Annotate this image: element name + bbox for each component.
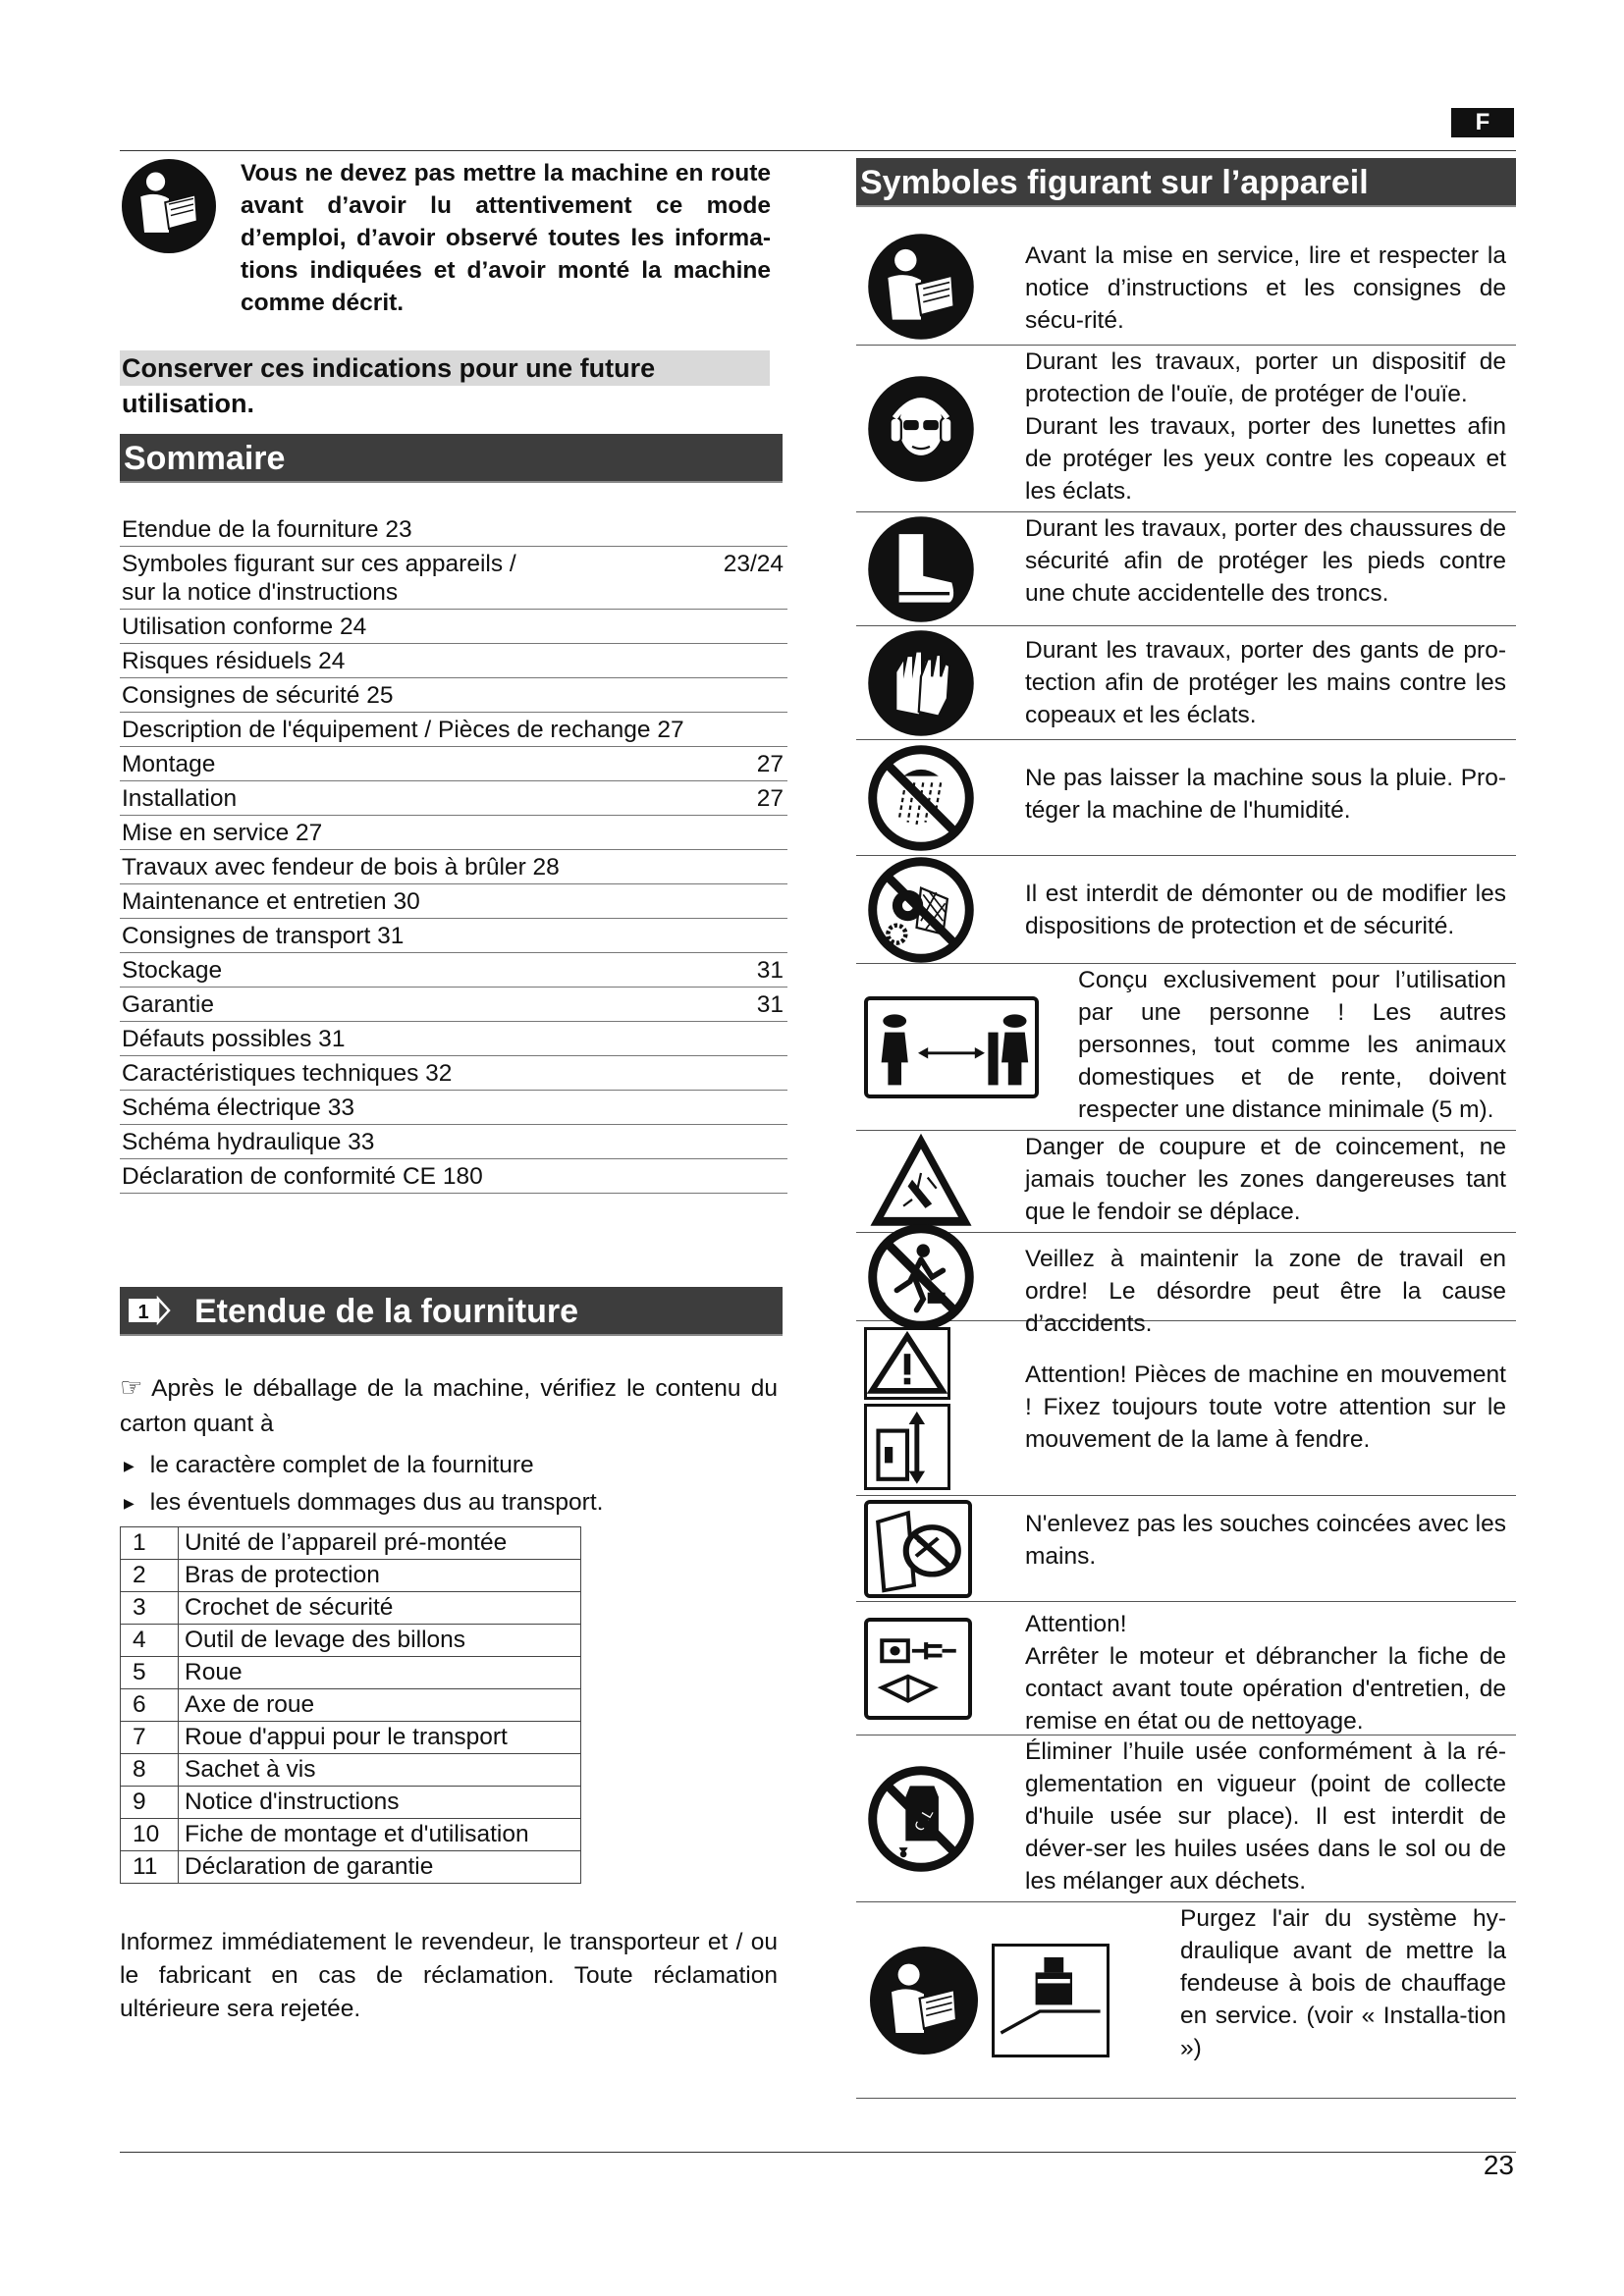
no-hand-removal-icon: [864, 1500, 972, 1598]
symbol-row: [856, 1131, 1516, 1233]
warning-triangle-icon: [864, 1327, 950, 1400]
toc-row: [120, 953, 787, 988]
table-row: [121, 1689, 581, 1722]
section-number: 1: [137, 1302, 149, 1323]
hydraulic-tank-icon: [992, 1944, 1110, 2057]
item-label: Roue d'appui pour le transport: [179, 1722, 581, 1754]
ear-eye-protection-icon: [866, 374, 976, 484]
section-number-badge: [128, 1296, 171, 1325]
symbol-description: Ne pas laisser la machine sous la pluie. Pro-téger la machine de l'humidité.: [1025, 765, 1506, 824]
symbol-description: Veillez à maintenir la zone de travail en ordre! Le désordre peut être la cause d’accidents.: [1025, 1246, 1506, 1337]
list-item: ▶ les éventuels dommages dus au transport.: [120, 1485, 778, 1522]
supply-items-table: [120, 1526, 581, 1884]
toc-row: [120, 644, 787, 678]
symbol-row: [856, 856, 1516, 964]
item-number: 6: [121, 1689, 179, 1722]
toc-label: Schéma électrique 33: [122, 1095, 354, 1121]
table-row: [121, 1787, 581, 1819]
item-number: 10: [121, 1819, 179, 1851]
table-of-contents: [120, 512, 787, 1194]
symbol-row: [856, 346, 1516, 512]
etendue-heading: [120, 1287, 783, 1336]
toc-row: [120, 512, 787, 547]
symbol-icon-cell: [856, 1496, 972, 1601]
no-rain-icon: [866, 743, 976, 853]
toc-label: Utilisation conforme 24: [122, 614, 367, 640]
toc-label: Stockage: [122, 957, 223, 984]
toc-row: [120, 547, 787, 610]
table-row: [121, 1560, 581, 1592]
intro-warning-text: Vous ne devez pas mettre la machine en route avant d’avoir lu attentivement ce mode d’emploi, d’avoir observé toutes les informa-tions indiquées et d’avoir monté la machine comme décrit.: [241, 160, 771, 316]
toc-label: Mise en service 27: [122, 820, 323, 846]
symbol-row: [856, 1321, 1516, 1496]
toc-label: Garantie: [122, 991, 214, 1018]
toc-label: Déclaration de conformité CE 180: [122, 1163, 483, 1190]
toc-row: [120, 884, 787, 919]
item-label: Notice d'instructions: [179, 1787, 581, 1819]
symbol-row: [856, 964, 1516, 1131]
symbol-description: N'enlevez pas les souches coincées avec les mains.: [1025, 1511, 1506, 1570]
symbol-description: Attention! Pièces de machine en mouvement ! Fixez toujours toute votre attention sur le mouvement de la lame à fendre.: [1025, 1362, 1506, 1453]
toc-row: [120, 713, 787, 747]
symbol-description: Il est interdit de démonter ou de modifier les dispositions de protection et de sécurité.: [1025, 881, 1506, 939]
item-number: 3: [121, 1592, 179, 1625]
toc-label: Etendue de la fourniture 23: [122, 516, 412, 543]
item-label: Sachet à vis: [179, 1754, 581, 1787]
symbols-table: [856, 228, 1516, 2099]
one-person-operation-icon: [864, 996, 1039, 1098]
toc-label: Consignes de transport 31: [122, 923, 405, 949]
symbol-description: Éliminer l’huile usée conformément à la ré-glementation en vigueur (point de collecte d'huile usée sur place). Il est interdit de déver-ser les huiles usées dans le sol ou de les mélanger aux déchets.: [1025, 1738, 1506, 1895]
pointing-hand-icon: ☞: [120, 1372, 143, 1402]
table-row: [121, 1754, 581, 1787]
symbol-description: Durant les travaux, porter des gants de pro-tection afin de protéger les mains contre les copeaux et les éclats.: [1025, 637, 1506, 728]
symbol-description: Durant les travaux, porter un dispositif de protection de l'ouïe, de protéger de l'ouïe. Durant les travaux, porter des lunettes afin de protéger les yeux contre les copeaux et les éclats.: [1025, 348, 1506, 505]
symbol-row: [856, 1602, 1516, 1735]
table-row: [121, 1851, 581, 1884]
table-row: [121, 1625, 581, 1657]
list-item: ▶ le caractère complet de la fourniture: [120, 1448, 778, 1485]
symbol-description: Durant les travaux, porter des chaussures de sécurité afin de protéger les pieds contre une chute accidentelle des troncs.: [1025, 515, 1506, 607]
symbol-description: Purgez l'air du système hy-draulique avant de mettre la fendeuse à bois de chauffage en service. (voir « Installa-tion »): [1180, 1905, 1506, 2061]
table-row: [121, 1527, 581, 1560]
item-number: 8: [121, 1754, 179, 1787]
symbol-description: Avant la mise en service, lire et respecter la notice d’instructions et les consignes de sécu-rité.: [1025, 242, 1506, 334]
crush-hazard-icon: [866, 1127, 976, 1237]
item-number: 1: [121, 1527, 179, 1560]
symbol-row: [856, 1735, 1516, 1902]
toc-label: Caractéristiques techniques 32: [122, 1060, 453, 1087]
item-number: 9: [121, 1787, 179, 1819]
toc-row: [120, 1159, 787, 1194]
no-oil-dumping-icon: [866, 1764, 976, 1874]
symbol-row: [856, 1902, 1516, 2099]
etendue-title: Etendue de la fourniture: [194, 1293, 579, 1330]
item-label: Crochet de sécurité: [179, 1592, 581, 1625]
toc-label: Défauts possibles 31: [122, 1026, 346, 1052]
symbol-row: [856, 1496, 1516, 1602]
keep-instructions-line: Conserver ces indications pour une future utilisation.: [120, 350, 770, 386]
item-number: 5: [121, 1657, 179, 1689]
keep-tidy-icon: [866, 1222, 976, 1332]
toc-label: Consignes de sécurité 25: [122, 682, 394, 709]
table-row: [121, 1592, 581, 1625]
symbol-description: Attention! Arrêter le moteur et débrancher la fiche de contact avant toute opération d'entretien, de remise en état ou de nettoyage.: [1025, 1611, 1506, 1735]
symbol-icon-cell: [856, 1321, 950, 1495]
toc-page: 27: [756, 751, 784, 777]
symbol-icon-cell: [856, 512, 976, 625]
symbol-icon-cell: [856, 1902, 1110, 2098]
bleed-hydraulic-icon: [870, 1944, 1110, 2057]
symboles-heading: Symboles figurant sur l’appareil: [856, 158, 1516, 207]
table-row: [121, 1657, 581, 1689]
toc-row: [120, 747, 787, 781]
item-label: Fiche de montage et d'utilisation: [179, 1819, 581, 1851]
table-row: [121, 1722, 581, 1754]
item-number: 7: [121, 1722, 179, 1754]
toc-row: [120, 1022, 787, 1056]
symbol-description: Conçu exclusivement pour l’utilisation par une personne ! Les autres personnes, tout comme les animaux domestiques et de rente, doivent respecter une distance minimale (5 m).: [1078, 967, 1506, 1123]
symbol-row: [856, 1233, 1516, 1337]
toc-page: 27: [756, 785, 784, 812]
footer-rule: [120, 2152, 1516, 2153]
read-manual-icon: [866, 232, 976, 342]
symbol-row: [856, 512, 1516, 626]
symbol-icon-cell: [856, 740, 976, 855]
table-row: [121, 1819, 581, 1851]
item-label: Axe de roue: [179, 1689, 581, 1722]
symbol-row: [856, 626, 1516, 740]
symbol-description: Danger de coupure et de coincement, ne jamais toucher les zones dangereuses tant que le fendoir se déplace.: [1025, 1134, 1506, 1225]
toc-label: Montage: [122, 751, 216, 777]
symbol-icon-cell: [856, 1131, 976, 1232]
symbol-icon-cell: [856, 1233, 976, 1320]
toc-row: [120, 1056, 787, 1091]
check-list: [120, 1448, 778, 1522]
item-label: Bras de protection: [179, 1560, 581, 1592]
symbol-row: [856, 228, 1516, 346]
symbol-icon-cell: [856, 346, 976, 511]
read-manual-icon: [870, 1947, 978, 2055]
toc-row: [120, 850, 787, 884]
item-number: 4: [121, 1625, 179, 1657]
sommaire-heading: Sommaire: [120, 434, 783, 483]
item-number: 2: [121, 1560, 179, 1592]
safety-boots-icon: [866, 514, 976, 624]
symbol-icon-cell: [856, 1602, 972, 1735]
unplug-before-maintenance-icon: [864, 1618, 972, 1720]
read-manual-icon: [122, 159, 216, 253]
page-number: 23: [1483, 2150, 1514, 2180]
toc-label: Risques résiduels 24: [122, 648, 346, 674]
toc-row: [120, 678, 787, 713]
toc-page: 23/24: [723, 551, 784, 577]
symbol-icon-cell: [856, 626, 976, 739]
toc-label: Symboles figurant sur ces appareils / sur la notice d'instructions: [122, 551, 516, 606]
symbol-row: [856, 740, 1516, 856]
etendue-intro: [120, 1369, 778, 1442]
item-label: Outil de levage des billons: [179, 1625, 581, 1657]
moving-parts-icon: [864, 1327, 950, 1490]
toc-row: [120, 988, 787, 1022]
symbol-icon-cell: [856, 856, 976, 963]
symbol-icon-cell: [856, 964, 1039, 1130]
header-rule: [120, 150, 1516, 151]
toc-label: Installation: [122, 785, 238, 812]
item-label: Unité de l’appareil pré-montée: [179, 1527, 581, 1560]
toc-row: [120, 1125, 787, 1159]
complaint-notice: Informez immédiatement le revendeur, le transporteur et / ou le fabricant en cas de réclamation. Toute réclamation ultérieure sera rejetée.: [120, 1929, 778, 2022]
toc-page: 31: [756, 957, 784, 984]
toc-label: Schéma hydraulique 33: [122, 1129, 375, 1155]
toc-label: Travaux avec fendeur de bois à brûler 28: [122, 854, 560, 881]
no-dismantle-guard-icon: [866, 855, 976, 965]
language-badge: F: [1451, 108, 1514, 137]
safety-gloves-icon: [866, 628, 976, 738]
toc-label: Description de l'équipement / Pièces de rechange 27: [122, 717, 684, 743]
splitter-blade-icon: [864, 1404, 950, 1490]
toc-label: Maintenance et entretien 30: [122, 888, 420, 915]
toc-row: [120, 816, 787, 850]
item-label: Roue: [179, 1657, 581, 1689]
toc-row: [120, 1091, 787, 1125]
item-number: 11: [121, 1851, 179, 1884]
symbol-icon-cell: [856, 228, 976, 345]
toc-row: [120, 781, 787, 816]
toc-row: [120, 610, 787, 644]
toc-page: 31: [756, 991, 784, 1018]
toc-row: [120, 919, 787, 953]
symbol-icon-cell: [856, 1735, 976, 1901]
etendue-intro-text: Après le déballage de la machine, vérifiez le contenu du carton quant à: [120, 1375, 778, 1437]
item-label: Déclaration de garantie: [179, 1851, 581, 1884]
